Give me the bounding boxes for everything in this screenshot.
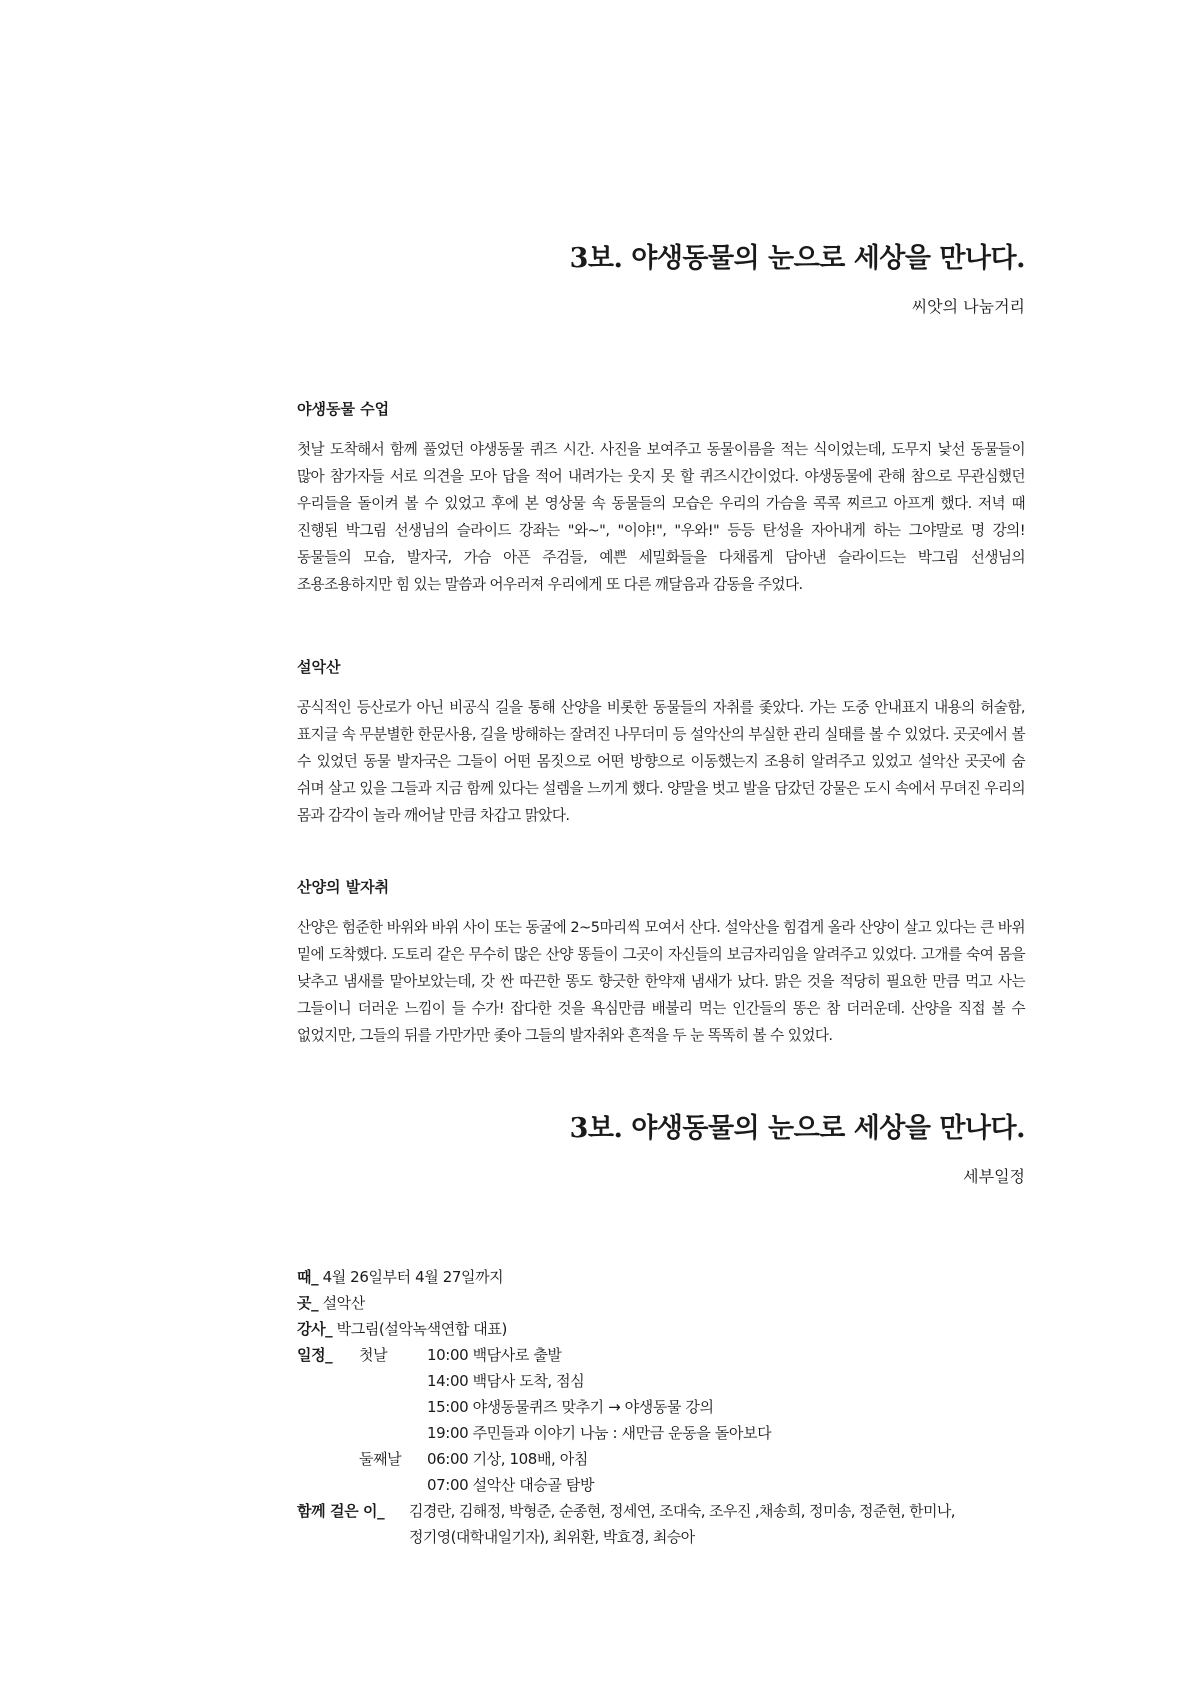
when-label: 때_	[297, 1268, 319, 1286]
day2-label: 둘째날	[359, 1450, 402, 1468]
paragraph-seoraksan: 공식적인 등산로가 아닌 비공식 길을 통해 산양을 비롯한 동물들의 자취를 좇았다. 가는 도중 안내표지 내용의 허술함, 표지글 속 무분별한 한문사용, 길을 방해하는 잘려진 나무더미 등 설악산의 부실한 관리 실태를 볼 수 있었다. 곳곳에서 볼 수 있었던 동물 발자국은 그들이 어떤 몸짓으로 어떤 방향으로 이동했는지 조용히 알려주고 있었고 설악산 곳곳에 숨 쉬며 살고 있을 그들과 지금 함께 있다는 설렘을 느끼게 했다. 양말을 벗고 발을 담갔던 강물은 도시 속에서 무뎌진 우리의 몸과 감각이 놀라 깨어날 만큼 차갑고 맑았다.	[297, 699, 1025, 824]
when-row	[297, 1264, 1025, 1290]
schedule-item: 10:00 백담사로 출발	[427, 1346, 562, 1364]
schedule-item: 15:00 야생동물퀴즈 맞추기 → 야생동물 강의	[427, 1398, 714, 1416]
where-label: 곳_	[297, 1294, 319, 1312]
members-label: 함께 걸은 이_	[297, 1502, 385, 1520]
section1-title: 3보. 야생동물의 눈으로 세상을 만나다.	[569, 243, 1025, 274]
heading-seoraksan: 설악산	[297, 658, 341, 676]
schedule-details	[297, 1264, 1025, 1550]
schedule-item: 07:00 설악산 대승골 탐방	[427, 1476, 595, 1494]
lecturer-label: 강사_	[297, 1320, 333, 1338]
schedule-row-day1-3	[297, 1394, 1025, 1420]
section1-subtitle: 씨앗의 나눔거리	[911, 297, 1025, 316]
members-line-2: 정기영(대학내일기자), 최위환, 박효경, 최승아	[409, 1528, 695, 1546]
schedule-row-day2-2	[297, 1472, 1025, 1498]
lecturer-value: 박그림(설악녹색연합 대표)	[336, 1320, 507, 1338]
lecturer-row	[297, 1316, 1025, 1342]
where-value: 설악산	[322, 1294, 365, 1312]
paragraph-wildlife-class: 첫날 도착해서 함께 풀었던 야생동물 퀴즈 시간. 사진을 보여주고 동물이름을 적는 식이었는데, 도무지 낯선 동물들이 많아 참가자들 서로 의견을 모아 답을 적어 내려가는 웃지 못 할 퀴즈시간이었다. 야생동물에 관해 참으로 무관심했던 우리들을 돌이켜 볼 수 있었고 후에 본 영상물 속 동물들의 모습은 우리의 가슴을 콕콕 찌르고 아프게 했다. 저녁 때 진행된 박그림 선생님의 슬라이드 강좌는 "와~", "이야!", "우와!" 등등 탄성을 자아내게 하는 그야말로 명 강의! 동물들의 모습, 발자국, 가슴 아픈 주검들, 예쁜 세밀화들을 다채롭게 담아낸 슬라이드는 박그림 선생님의 조용조용하지만 힘 있는 말씀과 어우러져 우리에게 또 다른 깨달음과 감동을 주었다.	[297, 441, 1025, 593]
members-line-1: 김경란, 김해정, 박형준, 순종현, 정세연, 조대숙, 조우진 ,채송희, 정미송, 정준현, 한미나,	[409, 1502, 955, 1520]
heading-wildlife-class: 야생동물 수업	[297, 400, 390, 418]
where-row	[297, 1290, 1025, 1316]
section2-title: 3보. 야생동물의 눈으로 세상을 만나다.	[569, 1113, 1025, 1144]
day1-label: 첫날	[359, 1346, 388, 1364]
paragraph-goral-footprints: 산양은 험준한 바위와 바위 사이 또는 동굴에 2~5마리씩 모여서 산다. 설악산을 힘겹게 올라 산양이 살고 있다는 큰 바위 밑에 도착했다. 도토리 같은 무수히 많은 산양 똥들이 그곳이 자신들의 보금자리임을 알려주고 있었다. 고개를 숙여 몸을 낮추고 냄새를 맡아보았는데, 갓 싼 따끈한 똥도 향긋한 한약재 냄새가 났다. 맑은 것을 적당히 필요한 만큼 먹고 사는 그들이니 더러운 느낌이 들 수가! 잡다한 것을 욕심만큼 배불리 먹는 인간들의 똥은 참 더러운데. 산양을 직접 볼 수 없었지만, 그들의 뒤를 가만가만 좇아 그들의 발자취와 흔적을 두 눈 똑똑히 볼 수 있었다.	[297, 919, 1025, 1044]
schedule-row-day1-2	[297, 1368, 1025, 1394]
members-row	[297, 1498, 1025, 1550]
schedule-item: 19:00 주민들과 이야기 나눔 : 새만금 운동을 돌아보다	[427, 1424, 772, 1442]
heading-goral-footprints: 산양의 발자취	[297, 878, 390, 896]
members-names	[409, 1498, 1029, 1550]
schedule-item: 14:00 백담사 도착, 점심	[427, 1372, 585, 1390]
schedule-row-day1-4	[297, 1420, 1025, 1446]
section2-subtitle: 세부일정	[963, 1167, 1025, 1186]
schedule-row-day1-1	[297, 1342, 1025, 1368]
schedule-item: 06:00 기상, 108배, 아침	[427, 1450, 588, 1468]
schedule-label: 일정_	[297, 1346, 333, 1364]
when-value: 4월 26일부터 4월 27일까지	[322, 1268, 504, 1286]
schedule-row-day2-1	[297, 1446, 1025, 1472]
